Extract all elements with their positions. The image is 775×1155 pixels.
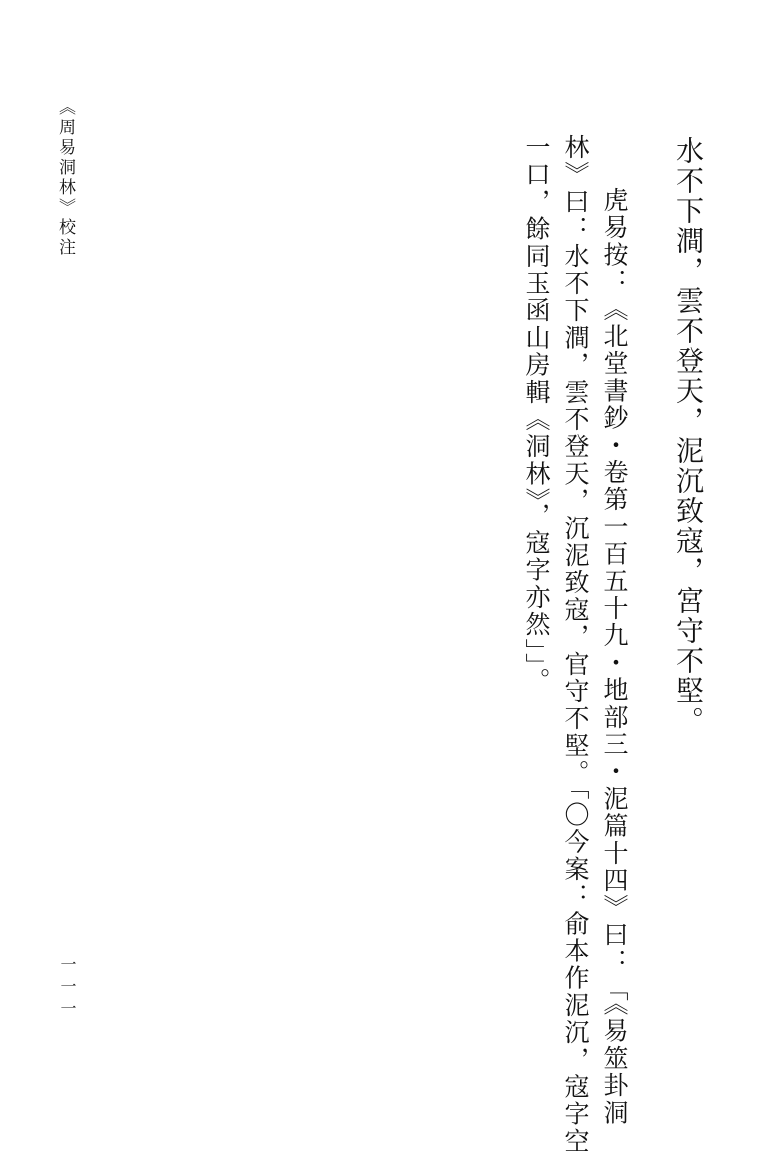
page-number: 一一一 [58, 956, 77, 1022]
main-text: 水不下澗，雲不登天，泥沉致寇，宮守不堅。 [672, 136, 705, 736]
commentary-line-2: 林》曰：水不下澗，雲不登天，沉泥致寇，官守不堅。「〇今案：俞本作泥沉，寇字空 [561, 134, 590, 1155]
commentary-line-3: 一口，餘同玉函山房輯《洞林》，寇字亦然」」。 [522, 134, 551, 695]
running-head: 《周易洞林》校注 [55, 98, 75, 258]
commentary-line-1: 虎易按：《北堂書鈔・卷第一百五十九・地部三・泥篇十四》曰：「《易筮卦洞 [600, 187, 629, 1127]
